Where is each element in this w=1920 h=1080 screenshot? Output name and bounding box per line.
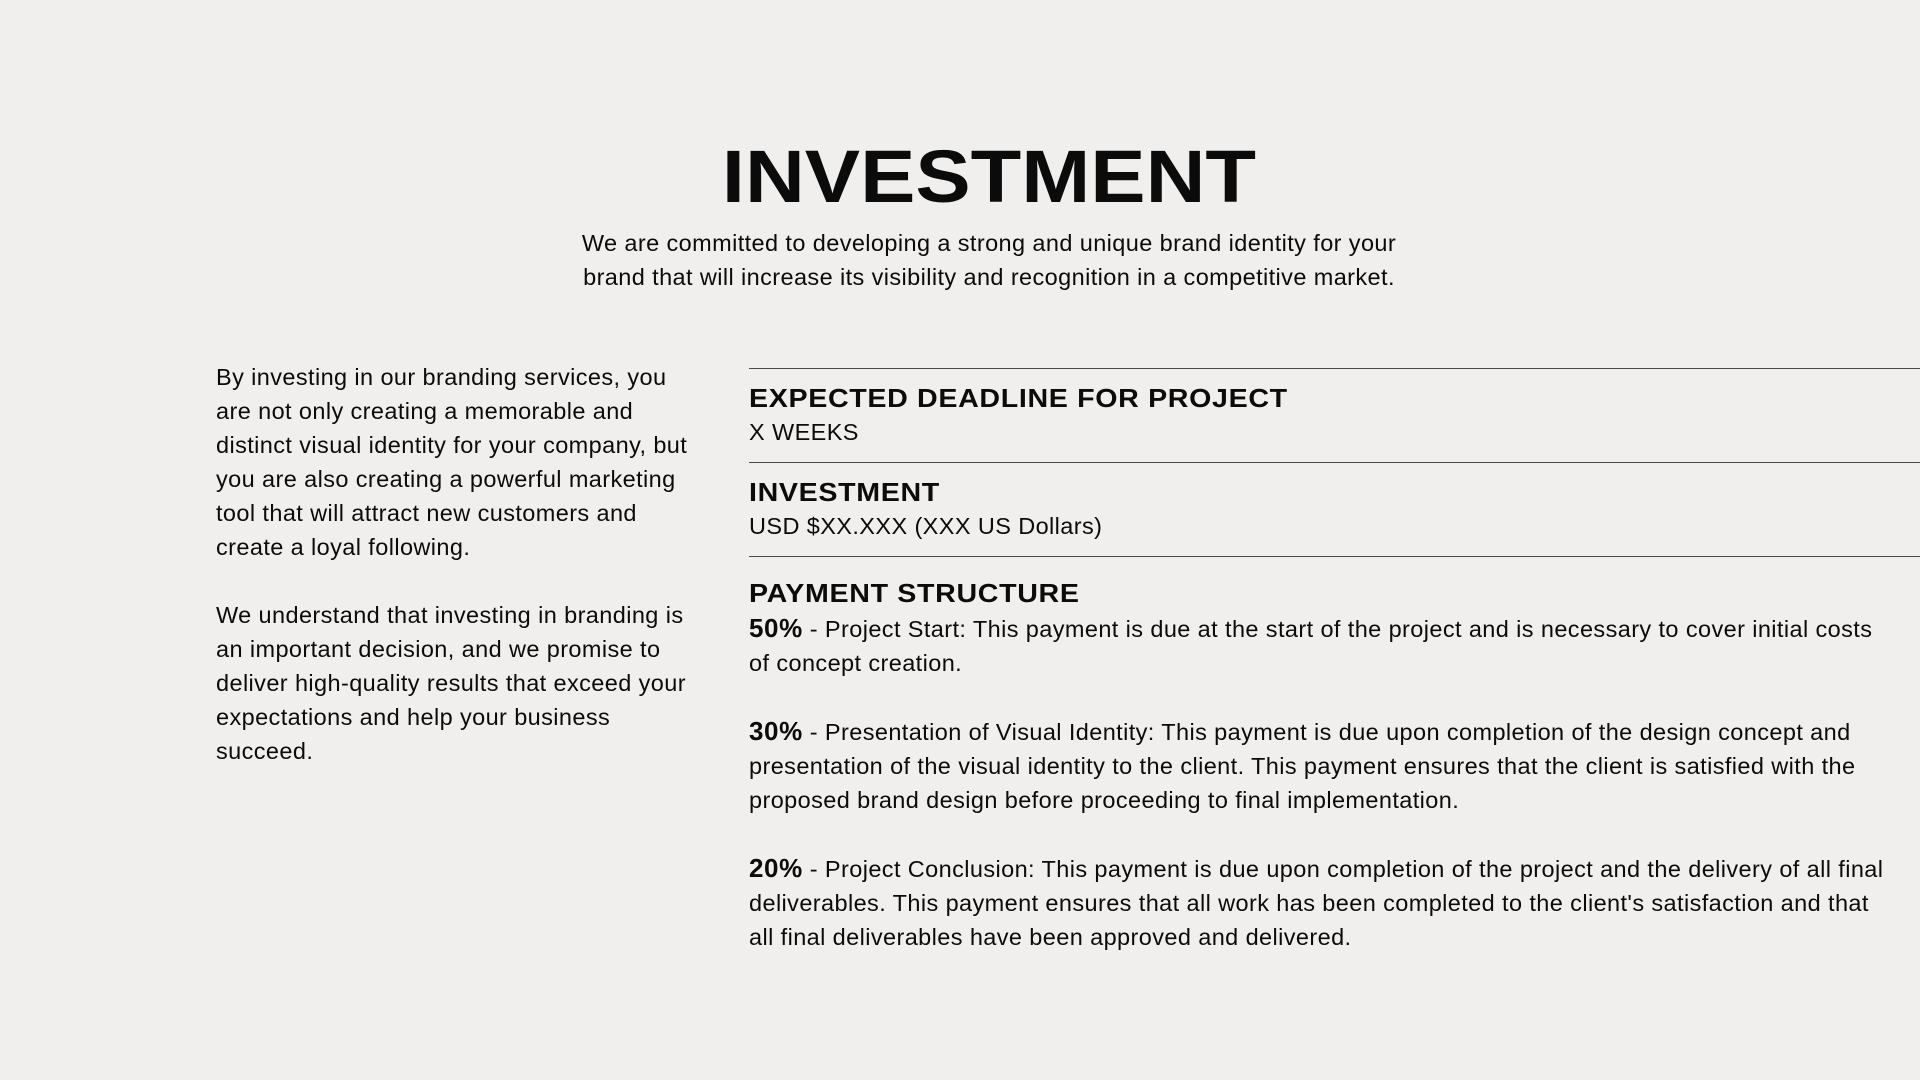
payment-structure-heading: PAYMENT STRUCTURE [749, 578, 1080, 608]
payment-item-30 [749, 714, 1889, 817]
payment-description: - Presentation of Visual Identity: This payment is due upon completion of the design concept and presentation of the visual identity to the client. This payment ensures that the client is satisfied with the proposed brand design before proceeding to final implementation. [749, 719, 1856, 813]
deadline-heading: EXPECTED DEADLINE FOR PROJECT [749, 383, 1288, 413]
payment-description: - Project Start: This payment is due at the start of the project and is necessary to cover initial costs of concept creation. [749, 616, 1873, 676]
payment-item-50 [749, 611, 1889, 680]
left-column [216, 360, 696, 802]
investment-value: USD $XX.XXX (XXX US Dollars) [749, 513, 1103, 539]
payment-structure-section [749, 556, 1920, 1002]
subtitle-line-2: brand that will increase its visibility and recognition in a competitive market. [583, 264, 1395, 290]
subtitle-line-1: We are committed to developing a strong and unique brand identity for your [581, 230, 1397, 256]
investment-section [749, 462, 1920, 556]
intro-paragraph-1: By investing in our branding services, you are not only creating a memorable and distinct visual identity for your company, but you are also creating a powerful marketing tool that will attract new customers and create a loyal following. [216, 364, 688, 560]
deadline-section [749, 368, 1920, 462]
payment-percent: 30% [749, 716, 803, 746]
right-column [749, 368, 1920, 1002]
payment-item-20 [749, 851, 1889, 954]
page-subtitle [500, 226, 1478, 294]
payment-percent: 50% [749, 613, 803, 643]
payment-description: - Project Conclusion: This payment is due upon completion of the project and the delivery of all final deliverables. This payment ensures that all work has been completed to the client's satisfaction and that all final deliverables have been approved and delivered. [749, 856, 1884, 950]
intro-paragraph-2: We understand that investing in branding is an important decision, and we promise to deliver high-quality results that exceed your expectations and help your business succeed. [216, 602, 686, 764]
payment-percent: 20% [749, 853, 803, 883]
page-title: INVESTMENT [721, 135, 1257, 218]
investment-heading: INVESTMENT [749, 477, 940, 507]
deadline-value: X WEEKS [749, 419, 859, 445]
